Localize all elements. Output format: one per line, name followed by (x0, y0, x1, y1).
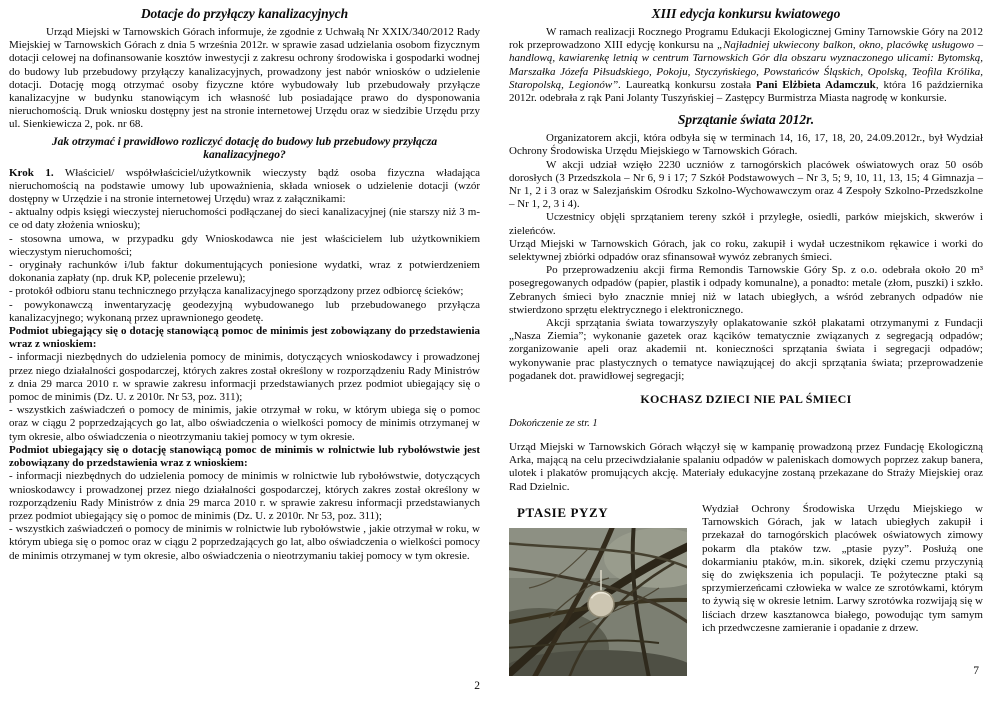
krok1-label: Krok 1. (9, 166, 54, 179)
ptasie-pyzy-section (509, 503, 983, 676)
krok1-paragraph (9, 167, 480, 207)
konkurs-quote: „Najładniej ukwiecony balkon, okno, placówkę usługowo – handlową, kawiarenkę letnią w centrum Tarnowskich Gór dla obszaru wyznaczonego ulicami: Bytomską, Marszałka Józefa Piłsudskiego, Pokoju, Styczyńskiego, Powstańców Śląskich, Opolską, Teofila Królika, Staropolską, Legionów”. (509, 39, 983, 91)
attachment-item-5: - powykonawczą inwentaryzację geodezyjną wybudowanego lub przebudowanego przyłącza kanalizacyjnego; wykonaną przez uprawnionego geodetę. (9, 298, 480, 324)
article-title-ptasie: PTASIE PYZY (517, 504, 609, 520)
ptasie-paragraph: Wydział Ochrony Środowiska Urzędu Miejskiego w Tarnowskich Górach, jak w latach ubiegłych zakupił i przekazał do tarnogórskich placówek oświatowych zimowy pokarm dla ptaków tzw. „ptasie pyzy”. Posłużą one dokarmianiu ptaków, m.in. sikorek, dzięki czemu przyczynią się do zwiększenia ich populacji. Te pożyteczne ptaki są sprzymierzeńcami człowieka w walce ze szrotówkami, którym to żywią się w okresie letnim. Larwy szrotówka rozwijają się w liściach drzew kasztanowca białego, powodując tym samym ich przedwczesne zamieranie i opadanie z drzew. (702, 502, 983, 634)
article-title-sprzatanie: Sprzątanie świata 2012r. (677, 112, 815, 128)
de-minimis-agri-item-2: - wszystkich zaświadczeń o pomocy de minimis w rolnictwie lub rybołówstwie , jakie otrzymał w roku, w którym ubiega się o pomoc oraz w ciągu 2 poprzedzających go lat, albo oświadczenia o wielkości pomocy de minimis otrzymanej w tym okresie, albo oświadczenia o nieotrzymaniu takiej pomocy w tym okresie. (9, 523, 480, 562)
de-minimis-agri-heading: Podmiot ubiegający się o dotację stanowiącą pomoc de minimis w rolnictwie lub rybołówstwie jest zobowiązany do przedstawienia wraz z wnioskiem: (9, 443, 480, 470)
heading-jak-otrzymac: Jak otrzymać i prawidłowo rozliczyć dotację do budowy lub przebudowy przyłącza kanalizacyjnego? (51, 135, 438, 162)
konkurs-mid: Laureatką konkursu została (621, 78, 757, 91)
article-title-dotacje: Dotacje do przyłączy kanalizacyjnych (140, 6, 349, 21)
konkurs-paragraph (509, 26, 983, 105)
sprzatanie-paragraph-5: Po przeprowadzeniu akcji firma Remondis Tarnowskie Góry Sp. z o.o. odebrała około 20 m³ posegregowanych odpadów (papier, plastik i odpady komunalne), a ponadto: metale (złom, puszki) i szkło. Zebranych śmieci było znacznie mniej niż w latach ubiegłych, a wśród zebranych odpadów nie stwierdzono sprzętu elektrycznego i elektronicznego. (509, 264, 983, 316)
article-title-konkurs: XIII edycja konkursu kwiatowego (651, 6, 841, 21)
de-minimis-item-1: - informacji niezbędnych do udzielenia pomocy de minimis, dotyczących wnioskodawcy i prowadzonej przez niego działalności gospodarczej, których zakres został określony w rozporządzeniu Rady Ministrów z dnia 29 marca 2010 r. w sprawie zakresu informacji przedstawianych przez podmiot ubiegający się o pomoc de minimis (Dz. U. z 2010r. Nr 53, poz. 311); (9, 351, 480, 404)
ptasie-pyzy-media (509, 503, 693, 676)
de-minimis-item-2: - wszystkich zaświadczeń o pomocy de minimis, jakie otrzymał w roku, w którym ubiega się o pomoc oraz w ciągu 2 poprzedzających go lat, albo oświadczenia o wielkości pomocy de minimis otrzymanej w tym okresie, albo oświadczenia o nieotrzymaniu takiej pomocy w tym okresie. (9, 404, 480, 443)
branches-photo (509, 528, 687, 676)
sprzatanie-paragraph-3: Uczestnicy objęli sprzątaniem tereny szkół i przyległe, osiedli, parków miejskich, skwerów i zieleńców. (509, 211, 983, 237)
article-title-kochasz: KOCHASZ DZIECI NIE PAL ŚMIECI (640, 392, 852, 407)
continuation-note: Dokończenie ze str. 1 (509, 418, 598, 430)
konkurs-tail: , która 16 października 2012r. odebrała z rąk Pani Jolanty Tuszyńskiej – Zastępcy Burmistrza Miasta nagrodę w konkursie. (509, 78, 983, 105)
de-minimis-agri-item-1: - informacji niezbędnych do udzielenia pomocy de minimis w rolnictwie lub rybołówstwie, dotyczących wnioskodawcy i prowadzonej przez niego działalności gospodarczej, których zakres został określony w rozporządzeniu Rady Ministrów z dnia 29 marca 2010 r. w sprawie zakresu informacji przedstawianych przez podmiot ubiegający się o pomoc de minimis (Dz. U. z 2010r. Nr 53, poz. 311); (9, 470, 480, 522)
krok1-text: Właściciel/ współwłaściciel/użytkownik wieczysty bądź osoba fizyczna władająca nieruchomością na podstawie umowy lub upoważnienia, składa wniosek o udzielenie dotacji (wzór dostępny w Urzędzie i na stronie internetowej Urzędu) wraz z załącznikami: (9, 166, 481, 206)
sprzatanie-paragraph-6: Akcji sprzątania świata towarzyszyły oplakatowanie szkół plakatami otrzymanymi z Fundacji „Nasza Ziemia”; wykonanie gazetek oraz kącików tematycznie związanych z segregacją odpadów; zorganizowanie apeli oraz akademii nt. konieczności sprzątania świata i segregacji odpadów; wykonywanie prac plastycznych o tematyce nawiązującej do akcji sprzątania świata; przeprowadzenie pogadanek dot. prawidłowej segregacji; (509, 317, 983, 382)
konkurs-winner-name: Pani Elżbieta Adamczuk (756, 78, 876, 91)
page-7 (496, 0, 992, 701)
attachment-item-1: - aktualny odpis księgi wieczystej nieruchomości podłączanej do sieci kanalizacyjnej (nie starszy niż 3 m-ce od daty złożenia wniosku); (9, 206, 480, 232)
attachment-item-3: - oryginały rachunków i/lub faktur dokumentujących poniesione wydatki, wraz z potwierdzeniem dokonania zapłaty (np. druk KP, polecenie przelewu); (9, 259, 480, 285)
sprzatanie-paragraph-4: Urząd Miejski w Tarnowskich Górach, jak co roku, zakupił i wydał uczestnikom rękawice i worki do selektywnej zbiórki odpadów oraz sfinansował wywóz zebranych śmieci. (509, 237, 983, 264)
de-minimis-heading: Podmiot ubiegający się o dotację stanowiącą pomoc de minimis jest zobowiązany do przedstawienia wraz z wnioskiem: (9, 325, 480, 351)
attachment-item-2: - stosowna umowa, w przypadku gdy Wnioskodawca nie jest właścicielem lub użytkownikiem wieczystym nieruchomości; (9, 232, 480, 258)
sprzatanie-paragraph-2: W akcji udział wzięło 2230 uczniów z tarnogórskich placówek oświatowych oraz 50 osób dorosłych (3 Przedszkola – Nr 6, 9 i 17; 7 Szkół Podstawowych – Nr 3, 5; 9, 10, 11, 13, 15; 4 Gimnazja – Nr 1, 2 i 3 oraz w Salezjańskim Ośrodku Szkolno-Wychowawczym oraz 4 Zespoły Szkolno-Przedszkolne – Nr 1, 2, 3 i 4). (509, 158, 983, 211)
kochasz-paragraph: Urząd Miejski w Tarnowskich Górach włączył się w kampanię prowadzoną przez Fundację Ekologiczną Arka, mającą na celu przeciwdziałanie spalaniu odpadów w paleniskach domowych poprzez zakup banera, ulotek i plakatów promujących akcję. Materiały edukacyjne zostaną przekazane do Straży Miejskiej oraz Rad Dzielnic. (509, 441, 983, 493)
konkurs-lead: W ramach realizacji Rocznego Programu Edukacji Ekologicznej Gminy Tarnowskie Góry na 2012 rok przeprowadzono XIII edycję konkursu na (509, 26, 983, 52)
page-number-left: 2 (474, 680, 480, 692)
attachment-item-4: - protokół odbioru stanu technicznego przyłącza kanalizacyjnego sporządzony przez odbiorcę ścieków; (9, 285, 464, 298)
page-number-right: 7 (973, 665, 979, 677)
sprzatanie-paragraph-1: Organizatorem akcji, która odbyła się w terminach 14, 16, 17, 18, 20, 24.09.2012r., był Wydział Ochrony Środowiska Urzędu Miejskiego w Tarnowskich Górach. (509, 132, 983, 158)
dotacje-intro-paragraph: Urząd Miejski w Tarnowskich Górach informuje, że zgodnie z Uchwałą Nr XXIX/340/2012 Rady Miejskiej w Tarnowskich Górach z dnia 5 września 2012r. w sprawie zasad udzielania osobom fizycznym dotacji celowej na dofinansowanie kosztów inwestycji z zakresu ochrony środowiska i gospodarki wodnej do budowy lub przebudowy przyłączy kanalizacyjnych, prowadzony jest nabór wniosków o udzielenie dotacji. Dotację mogą otrzymać osoby fizyczne które wybudowały lub przebudowały przyłącze kanalizacyjne w budynku stanowiącym ich własność lub posiadające prawo do dysponowania nieruchomością. Druk wniosku dostępny jest na stronie internetowej Urzędu oraz w siedzibie Urzędu przy ul. Sienkiewicza 2, pok. nr 68. (9, 26, 480, 131)
